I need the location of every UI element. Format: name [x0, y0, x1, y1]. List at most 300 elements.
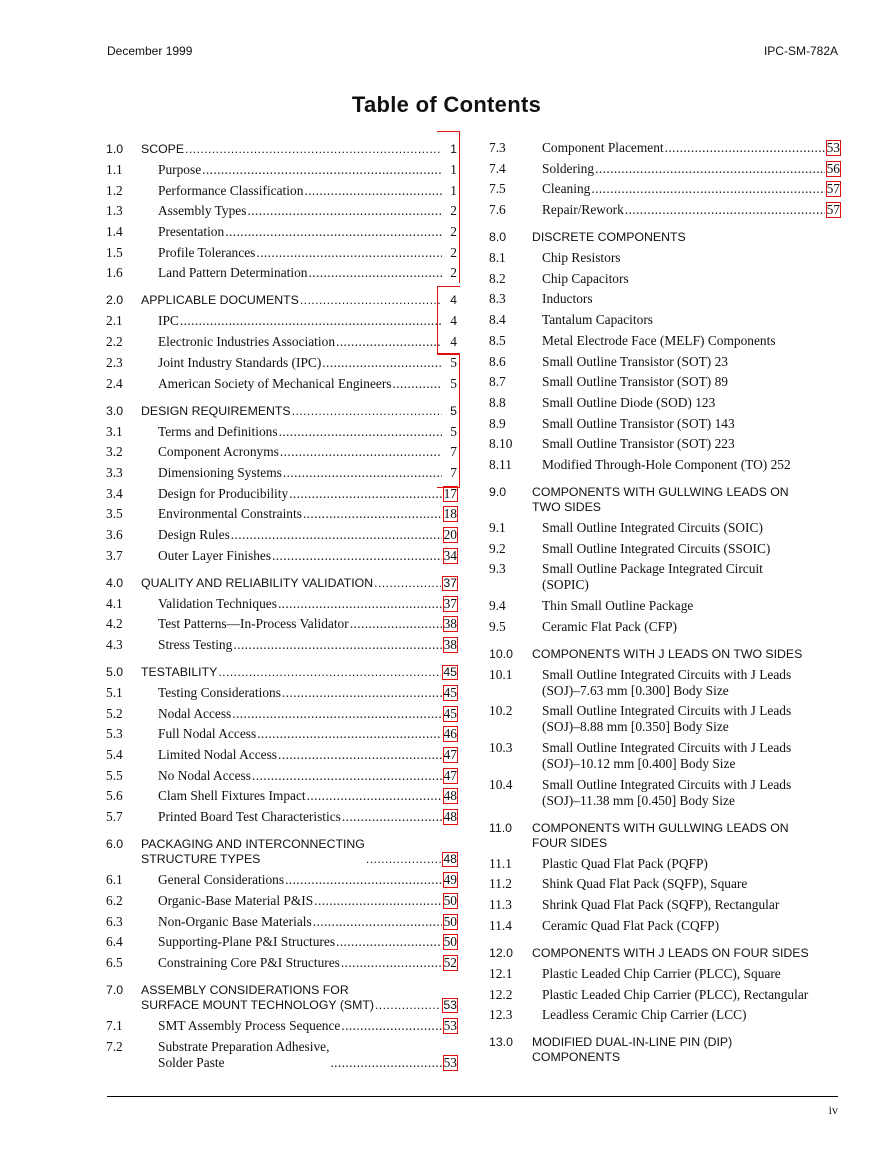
toc-title: Constraining Core P&I Structures [158, 954, 340, 970]
toc-number: 1.6 [106, 265, 123, 281]
toc-number: 5.7 [106, 809, 123, 825]
toc-entry[interactable] [106, 726, 458, 742]
toc-entry[interactable] [106, 914, 458, 930]
toc-title: Limited Nodal Access [158, 747, 277, 763]
dot-leader [280, 444, 442, 460]
toc-title: Joint Industry Standards (IPC) [158, 354, 322, 370]
toc-entry[interactable] [106, 893, 458, 909]
toc-text [542, 416, 841, 432]
toc-number: 5.0 [106, 665, 124, 679]
toc-text [532, 647, 841, 662]
toc-text [542, 520, 841, 536]
toc-entry[interactable] [106, 245, 458, 261]
toc-title: Plastic Leaded Chip Carrier (PLCC), Rectangular [542, 986, 809, 1002]
toc-title: Chip Capacitors [542, 270, 629, 286]
toc-text [141, 142, 458, 157]
toc-page-number[interactable]: 53 [443, 1017, 457, 1033]
toc-title: Soldering [542, 160, 595, 176]
toc-page-number[interactable]: 45 [443, 705, 457, 721]
page-number-bracket-1 [437, 131, 460, 283]
toc-entry[interactable] [489, 1007, 841, 1023]
toc-title: Small Outline Integrated Circuits (SSOIC) [542, 540, 771, 556]
toc-page-number[interactable]: 53 [443, 997, 457, 1012]
dot-leader [256, 245, 442, 261]
dot-leader [225, 224, 442, 240]
toc-section-heading[interactable] [489, 819, 841, 851]
toc-text [542, 619, 841, 635]
toc-entry[interactable] [489, 520, 841, 536]
toc-page-number[interactable]: 1 [450, 182, 457, 198]
toc-title: Metal Electrode Face (MELF) Components [542, 332, 776, 348]
toc-entry[interactable] [489, 856, 841, 872]
toc-number: 3.1 [106, 423, 123, 439]
toc-page-number[interactable]: 1 [450, 162, 457, 177]
toc-entry[interactable] [106, 313, 458, 329]
toc-text [141, 527, 458, 543]
toc-page-number[interactable]: 53 [443, 1054, 457, 1070]
toc-text [542, 598, 841, 614]
toc-number: 4.3 [106, 637, 123, 652]
dot-leader [375, 998, 441, 1013]
toc-entry[interactable] [489, 777, 841, 809]
dot-leader [341, 955, 442, 971]
toc-text [141, 726, 458, 742]
toc-text [542, 395, 841, 411]
toc-page-number[interactable]: 48 [443, 852, 457, 867]
toc-entry[interactable] [106, 424, 458, 440]
toc-entry[interactable] [489, 457, 841, 473]
toc-title: Clam Shell Fixtures Impact [158, 788, 306, 804]
toc-page-number[interactable]: 47 [443, 767, 457, 783]
toc-title: Tantalum Capacitors [542, 312, 653, 328]
toc-entry[interactable] [489, 202, 841, 218]
toc-page-number[interactable]: 49 [443, 872, 457, 888]
toc-title: Design Rules [158, 526, 230, 542]
toc-section-heading[interactable] [489, 1033, 841, 1065]
toc-title: Supporting-Plane P&I Structures [158, 934, 336, 950]
toc-page-number[interactable]: 7 [450, 464, 457, 480]
toc-title: Small Outline Diode (SOD) 123 [542, 394, 716, 410]
toc-entry[interactable] [106, 506, 458, 522]
toc-page-number[interactable]: 52 [443, 954, 457, 970]
toc-entry[interactable] [489, 354, 841, 370]
toc-number: 9.1 [489, 519, 506, 535]
dot-leader [625, 202, 825, 218]
toc-text [141, 637, 458, 653]
toc-section-heading[interactable] [106, 663, 458, 680]
toc-entry[interactable] [489, 897, 841, 913]
toc-entry[interactable] [489, 291, 841, 307]
toc-entry[interactable] [489, 598, 841, 614]
toc-title: SCOPE [141, 142, 185, 156]
toc-number: 3.3 [106, 464, 123, 480]
toc-page-number[interactable]: 5 [450, 423, 457, 439]
toc-page-number[interactable]: 45 [443, 685, 457, 700]
toc-number: 2.1 [106, 313, 123, 329]
toc-page-number[interactable]: 37 [443, 595, 457, 611]
toc-entry[interactable] [106, 809, 458, 825]
toc-title: Presentation [158, 224, 225, 240]
dot-leader [272, 548, 442, 564]
toc-text [542, 541, 841, 557]
toc-title: COMPONENTS WITH GULLWING LEADS ON FOUR SIDES [532, 820, 789, 850]
toc-page-number[interactable]: 53 [826, 140, 840, 155]
toc-number: 6.1 [106, 872, 123, 888]
toc-text [542, 271, 841, 287]
toc-text [542, 740, 841, 772]
toc-title: COMPONENTS WITH GULLWING LEADS ON TWO SIDES [532, 484, 789, 514]
toc-number: 2.4 [106, 375, 123, 391]
toc-title: American Society of Mechanical Engineers [158, 375, 392, 391]
toc-entry[interactable] [489, 374, 841, 390]
toc-entry[interactable] [489, 181, 841, 197]
toc-number: 10.3 [489, 740, 513, 756]
toc-entry[interactable] [489, 333, 841, 349]
toc-title: Small Outline Integrated Circuits with J Leads (SOJ)–11.38 mm [0.450] Body Size [542, 776, 792, 808]
toc-entry[interactable] [106, 1018, 458, 1034]
toc-text [141, 955, 458, 971]
toc-text [542, 457, 841, 473]
toc-number: 3.5 [106, 506, 123, 522]
toc-page-number[interactable]: 56 [826, 160, 840, 176]
toc-text [532, 485, 841, 515]
toc-title: Organic-Base Material P&IS [158, 892, 314, 908]
toc-section [106, 663, 458, 825]
toc-entry[interactable] [106, 265, 458, 281]
toc-text [542, 777, 841, 809]
toc-title: Test Patterns—In-Process Validator [158, 616, 349, 632]
toc-text [542, 333, 841, 349]
dot-leader [252, 768, 442, 784]
toc-entry[interactable] [106, 637, 458, 653]
toc-entry[interactable] [489, 436, 841, 452]
dot-leader [232, 706, 441, 722]
toc-page-number[interactable]: 48 [443, 809, 457, 825]
toc-number: 8.7 [489, 374, 506, 390]
toc-text [542, 354, 841, 370]
toc-title: APPLICABLE DOCUMENTS [141, 293, 299, 308]
toc-page-number[interactable]: 57 [826, 202, 840, 218]
toc-title: TESTABILITY [141, 665, 218, 679]
toc-page-number[interactable]: 34 [443, 547, 457, 563]
toc-text [542, 161, 841, 177]
toc-entry[interactable] [489, 541, 841, 557]
toc-page-number[interactable]: 2 [450, 224, 457, 240]
toc-text [141, 334, 458, 350]
toc-entry[interactable] [106, 486, 458, 502]
toc-title: Small Outline Transistor (SOT) 223 [542, 436, 735, 452]
toc-section-heading[interactable] [106, 574, 458, 591]
toc-entry[interactable] [489, 250, 841, 266]
toc-number: 4.0 [106, 575, 124, 590]
toc-entry[interactable] [106, 685, 458, 701]
toc-entry[interactable] [106, 548, 458, 564]
toc-title: Chip Resistors [542, 250, 621, 266]
toc-section-heading[interactable] [106, 402, 458, 419]
toc-entry[interactable] [106, 203, 458, 219]
dot-leader [366, 852, 441, 867]
toc-entry[interactable] [489, 703, 841, 735]
toc-entry[interactable] [106, 788, 458, 804]
dot-leader [314, 893, 441, 909]
toc-text [542, 897, 841, 913]
toc-number: 12.3 [489, 1007, 513, 1023]
toc-text [141, 465, 458, 481]
toc-text [141, 914, 458, 930]
toc-text [542, 966, 841, 982]
dot-leader [303, 506, 442, 522]
toc-number: 6.2 [106, 892, 123, 908]
toc-number: 8.8 [489, 394, 506, 410]
toc-page-number[interactable]: 57 [826, 181, 840, 197]
toc-page-number[interactable]: 4 [450, 313, 457, 329]
toc-entry[interactable] [106, 183, 458, 199]
toc-title: Ceramic Quad Flat Pack (CQFP) [542, 917, 720, 933]
toc-entry[interactable] [489, 416, 841, 432]
dot-leader [308, 265, 442, 281]
toc-title: Component Placement [542, 140, 664, 155]
toc-entry[interactable] [106, 334, 458, 350]
toc-title: QUALITY AND RELIABILITY VALIDATION [141, 575, 374, 590]
toc-text [532, 946, 841, 961]
toc-text [141, 665, 458, 680]
toc-section [106, 402, 458, 564]
toc-title: Dimensioning Systems [158, 464, 282, 480]
toc-text [141, 203, 458, 219]
toc-entry[interactable] [106, 162, 458, 178]
toc-entry[interactable] [106, 527, 458, 543]
toc-page-number[interactable]: 4 [450, 293, 457, 308]
toc-text [141, 788, 458, 804]
toc-title: Substrate Preparation Adhesive, Solder Paste [158, 1038, 330, 1070]
dot-leader [202, 162, 442, 178]
toc-page-number[interactable]: 48 [443, 788, 457, 804]
toc-number: 11.1 [489, 855, 512, 871]
toc-title: Shink Quad Flat Pack (SQFP), Square [542, 876, 748, 892]
toc-page-number[interactable]: 47 [443, 747, 457, 763]
toc-number: 11.2 [489, 876, 512, 892]
page-title: Table of Contents [351, 92, 542, 117]
toc-title: ASSEMBLY CONSIDERATIONS FOR SURFACE MOUNT TECHNOLOGY (SMT) [141, 982, 374, 1012]
toc-page-number[interactable]: 20 [443, 526, 457, 542]
toc-text [542, 856, 841, 872]
toc-entry[interactable] [106, 706, 458, 722]
toc-entry[interactable] [106, 934, 458, 950]
toc-number: 8.11 [489, 456, 512, 472]
toc-number: 9.4 [489, 598, 506, 613]
toc-number: 3.7 [106, 547, 123, 563]
toc-left-column [106, 140, 458, 1081]
toc-entry[interactable] [489, 140, 841, 156]
toc-section-heading[interactable] [106, 140, 458, 157]
toc-number: 3.0 [106, 403, 124, 418]
toc-entry[interactable] [106, 872, 458, 888]
toc-section-heading[interactable] [489, 228, 841, 245]
dot-leader [185, 142, 442, 157]
toc-page-number[interactable]: 46 [443, 726, 457, 742]
toc-number: 1.1 [106, 162, 123, 177]
dot-leader [304, 183, 442, 199]
toc-entry[interactable] [106, 444, 458, 460]
toc-section [489, 944, 841, 1023]
dot-leader [591, 181, 824, 197]
toc-number: 12.2 [489, 986, 513, 1002]
toc-number: 10.4 [489, 776, 513, 792]
dot-leader [289, 486, 441, 502]
toc-number: 3.6 [106, 526, 123, 542]
toc-entry[interactable] [106, 616, 458, 632]
toc-text [141, 162, 458, 178]
toc-entry[interactable] [489, 561, 841, 593]
toc-number: 5.3 [106, 726, 123, 742]
toc-number: 5.6 [106, 788, 123, 804]
toc-page-number[interactable]: 38 [443, 616, 457, 632]
toc-number: 11.3 [489, 897, 512, 913]
toc-section-heading[interactable] [106, 835, 458, 867]
toc-entry[interactable] [489, 966, 841, 982]
toc-entry[interactable] [489, 271, 841, 287]
toc-text [542, 918, 841, 934]
toc-number: 12.0 [489, 945, 513, 960]
toc-number: 11.4 [489, 917, 512, 933]
toc-entry[interactable] [489, 987, 841, 1003]
dot-leader [300, 293, 442, 308]
toc-page-number[interactable]: 2 [450, 244, 457, 260]
toc-title: COMPONENTS WITH J LEADS ON FOUR SIDES [532, 945, 809, 960]
dot-leader [257, 726, 441, 742]
toc-number: 13.0 [489, 1035, 513, 1050]
toc-number: 7.3 [489, 140, 506, 155]
toc-title: Leadless Ceramic Chip Carrier (LCC) [542, 1007, 747, 1023]
toc-title: Small Outline Transistor (SOT) 143 [542, 415, 735, 431]
toc-entry[interactable] [106, 465, 458, 481]
toc-title: SMT Assembly Process Sequence [158, 1017, 341, 1033]
toc-number: 9.5 [489, 618, 506, 634]
toc-number: 7.2 [106, 1038, 123, 1054]
dot-leader [342, 809, 442, 825]
toc-page-number[interactable]: 5 [450, 403, 457, 418]
toc-section [489, 483, 841, 635]
toc-text [542, 1007, 841, 1023]
toc-section-heading[interactable] [489, 645, 841, 662]
toc-title: Plastic Quad Flat Pack (PQFP) [542, 855, 708, 871]
toc-page-number[interactable]: 2 [450, 203, 457, 219]
toc-section-heading[interactable] [489, 483, 841, 515]
dot-leader [278, 596, 442, 612]
dot-leader [336, 334, 442, 350]
toc-page-number[interactable]: 38 [443, 637, 457, 652]
dot-leader [393, 376, 443, 392]
toc-section [106, 140, 458, 281]
toc-page-number[interactable]: 5 [450, 354, 457, 370]
toc-page-number[interactable]: 37 [443, 575, 457, 590]
toc-section-heading[interactable] [106, 291, 458, 308]
toc-page-number[interactable]: 50 [443, 913, 457, 929]
toc-number: 2.2 [106, 334, 123, 350]
dot-leader [374, 576, 441, 591]
dot-leader [292, 404, 442, 419]
toc-entry[interactable] [489, 667, 841, 699]
toc-title: Validation Techniques [158, 595, 277, 611]
toc-entry[interactable] [106, 224, 458, 240]
toc-title: General Considerations [158, 872, 285, 888]
toc-page-number[interactable]: 4 [450, 334, 457, 350]
toc-entry[interactable] [106, 955, 458, 971]
toc-entry[interactable] [106, 376, 458, 392]
toc-section-heading[interactable] [106, 981, 458, 1013]
toc-page-number[interactable]: 1 [450, 142, 457, 156]
toc-entry[interactable] [489, 918, 841, 934]
toc-title: Ceramic Flat Pack (CFP) [542, 618, 678, 634]
toc-page-number[interactable]: 2 [450, 265, 457, 281]
toc-entry[interactable] [489, 312, 841, 328]
toc-number: 8.6 [489, 353, 506, 369]
toc-text [141, 313, 458, 329]
toc-entry[interactable] [106, 355, 458, 371]
toc-text [542, 291, 841, 307]
toc-entry[interactable] [106, 768, 458, 784]
toc-page-number[interactable]: 7 [450, 444, 457, 460]
toc-title: Printed Board Test Characteristics [158, 809, 341, 825]
toc-number: 8.0 [489, 230, 507, 245]
footer-rule [107, 1096, 838, 1097]
toc-entry[interactable] [489, 395, 841, 411]
toc-text [141, 548, 458, 564]
toc-title: Component Acronyms [158, 444, 279, 460]
toc-section [489, 228, 841, 473]
toc-title: Stress Testing [158, 637, 233, 652]
toc-text [141, 747, 458, 763]
toc-page-number[interactable]: 45 [443, 665, 457, 679]
toc-entry[interactable] [489, 619, 841, 635]
toc-entry[interactable] [106, 1039, 458, 1071]
toc-page-number[interactable]: 5 [450, 375, 457, 391]
toc-text [141, 376, 458, 392]
toc-title: Environmental Constraints [158, 506, 302, 522]
toc-number: 10.1 [489, 666, 513, 682]
dot-leader [341, 1018, 441, 1034]
toc-text [141, 486, 458, 502]
toc-title: Shrink Quad Flat Pack (SQFP), Rectangular [542, 897, 780, 913]
toc-title: Outer Layer Finishes [158, 547, 272, 563]
toc-text [542, 181, 841, 197]
toc-entry[interactable] [106, 596, 458, 612]
toc-entry[interactable] [489, 740, 841, 772]
toc-page-number[interactable]: 17 [443, 485, 457, 501]
toc-text [141, 245, 458, 261]
toc-title: Testing Considerations [158, 685, 281, 700]
toc-page-number[interactable]: 50 [443, 934, 457, 950]
toc-entry[interactable] [106, 747, 458, 763]
toc-title: Cleaning [542, 181, 591, 197]
page-number-bracket-2 [437, 286, 460, 354]
toc-page-number[interactable]: 18 [443, 506, 457, 522]
toc-title: Terms and Definitions [158, 423, 278, 439]
toc-title: Small Outline Transistor (SOT) 89 [542, 374, 728, 390]
toc-title: Design for Producibility [158, 485, 289, 501]
toc-text [542, 987, 841, 1003]
dot-leader [278, 747, 442, 763]
toc-page-number[interactable]: 50 [443, 892, 457, 908]
toc-title: Repair/Rework [542, 202, 624, 218]
toc-section-heading[interactable] [489, 944, 841, 961]
toc-entry[interactable] [489, 876, 841, 892]
toc-number: 9.3 [489, 561, 506, 577]
toc-number: 6.0 [106, 837, 124, 852]
toc-text [542, 140, 841, 156]
toc-section [489, 819, 841, 934]
toc-entry[interactable] [489, 161, 841, 177]
